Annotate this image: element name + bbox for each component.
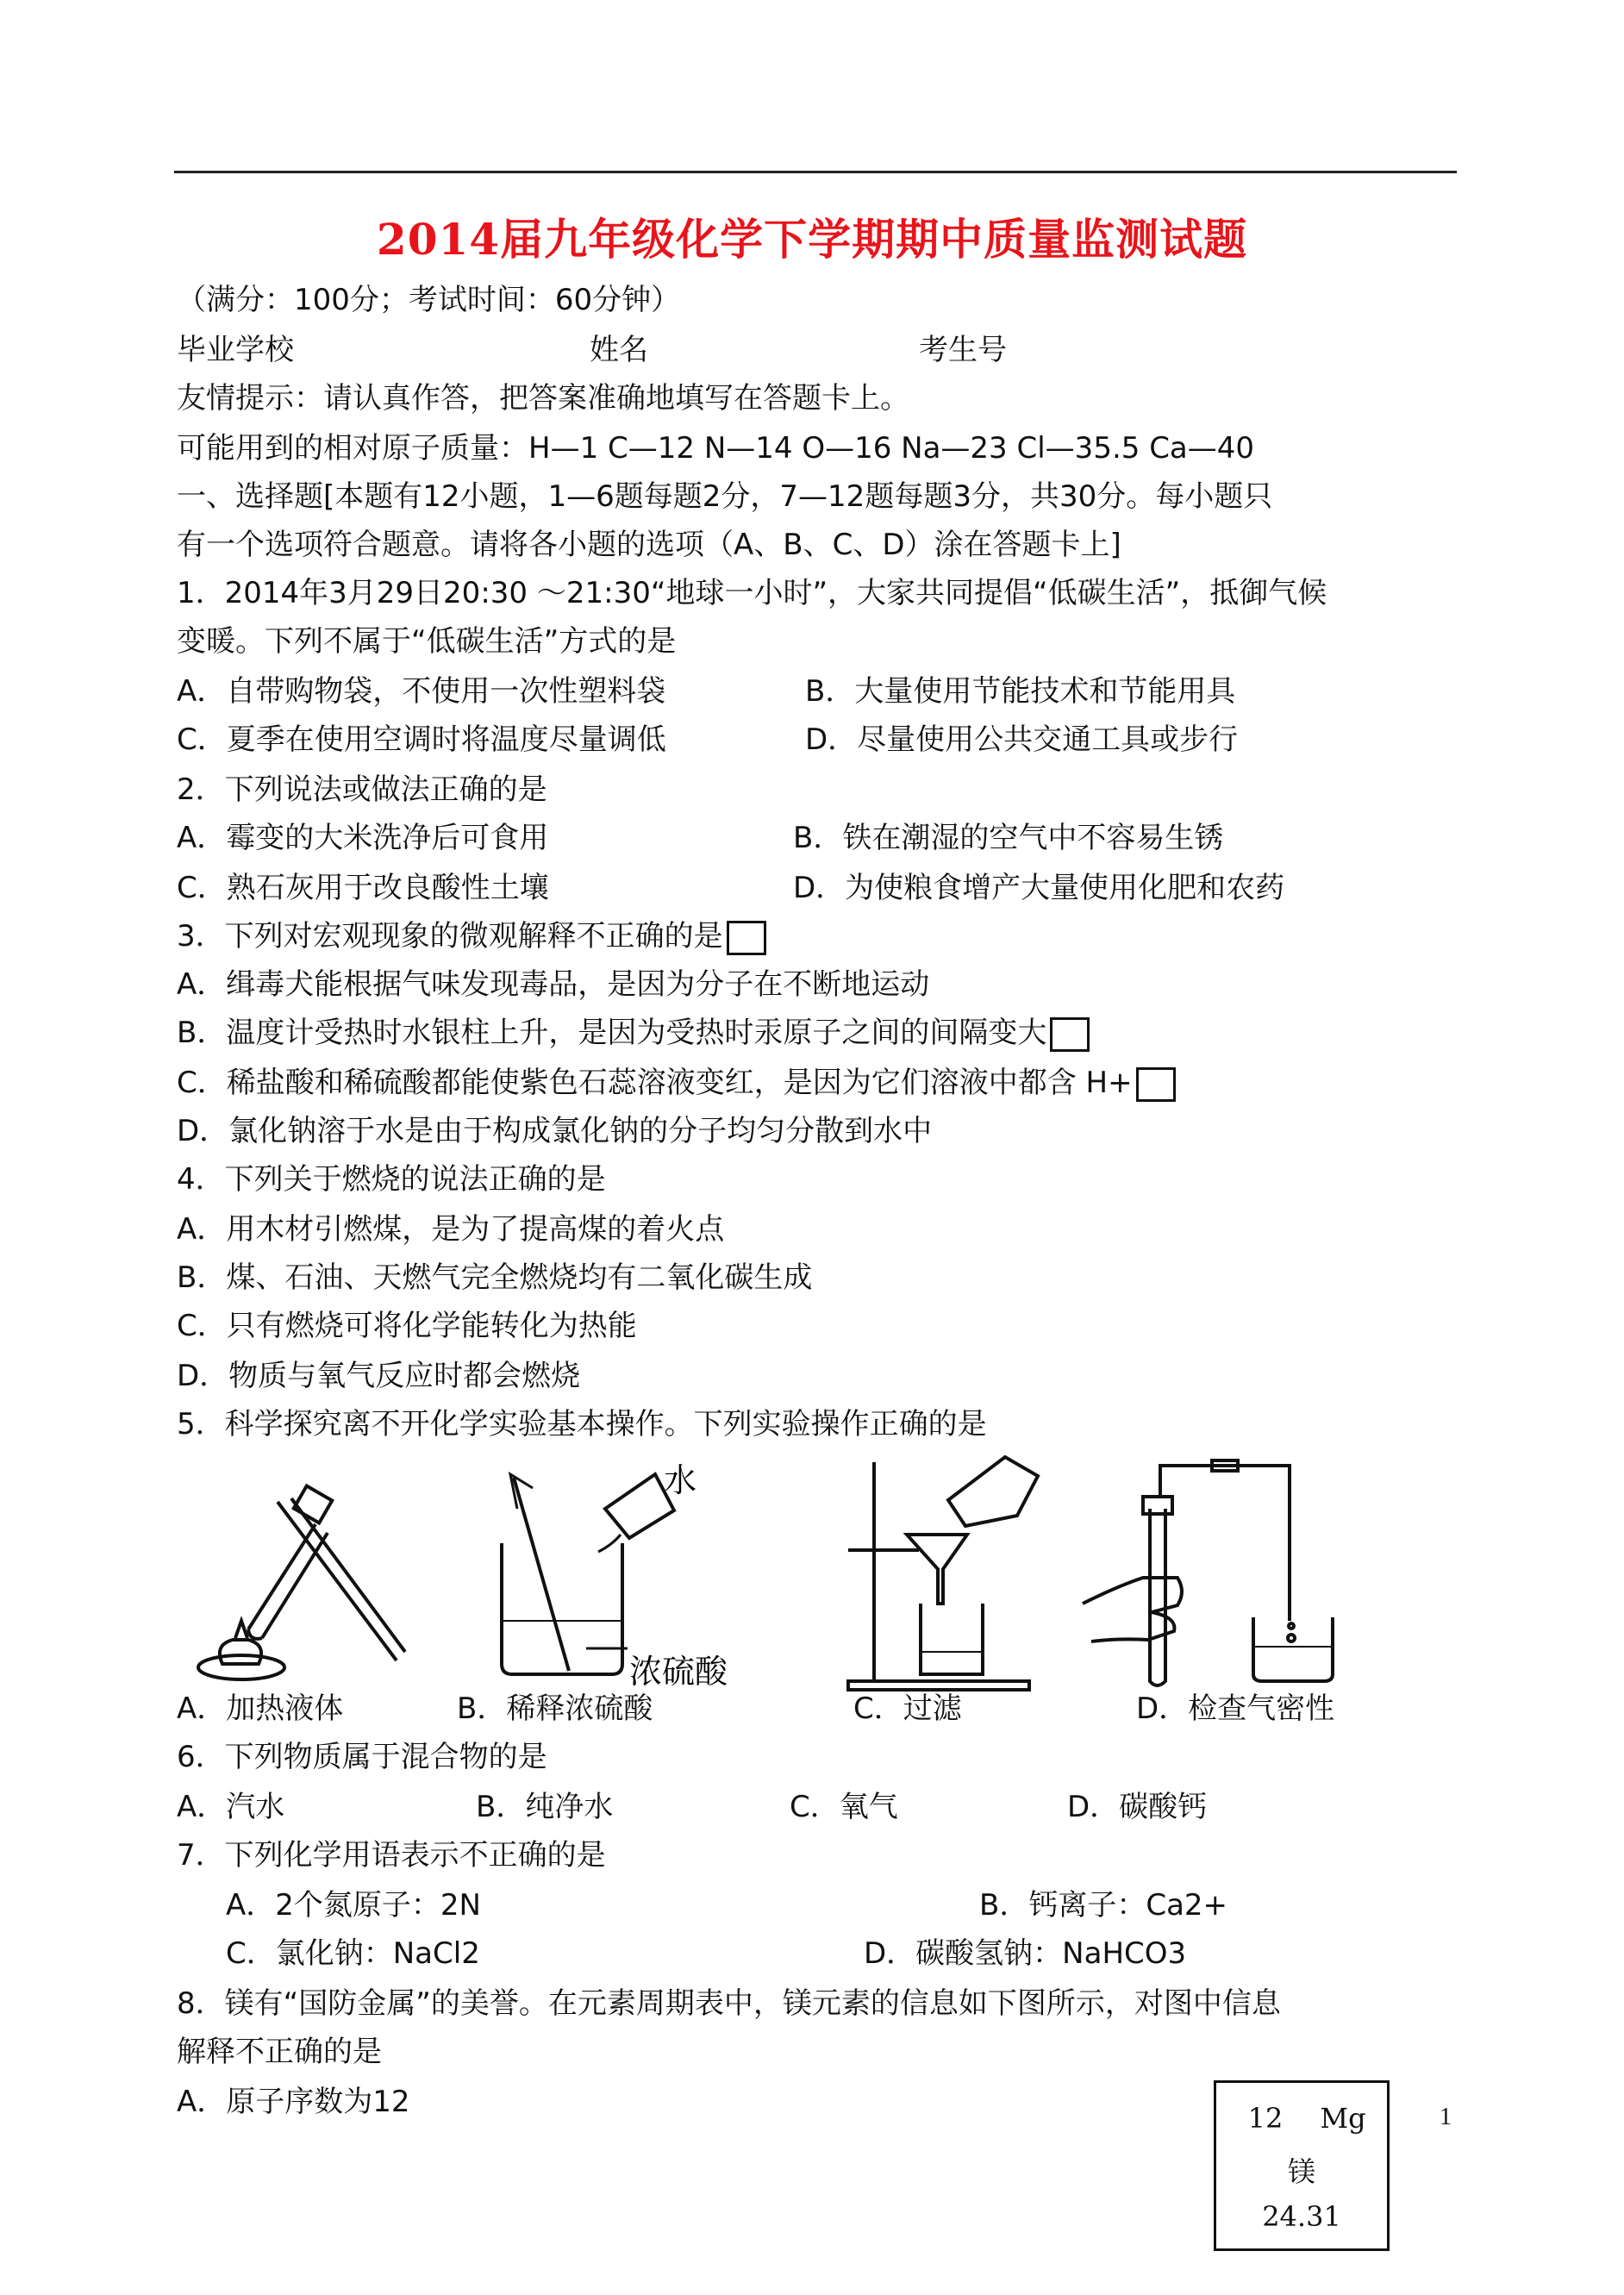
school-label: 毕业学校	[177, 333, 294, 367]
q3-option-d: D．氯化钠溶于水是由于构成氯化钠的分子均匀分散到水中	[177, 1114, 933, 1148]
q3-line-b	[177, 1014, 1090, 1052]
answer-box	[1050, 1017, 1090, 1052]
q3-line	[177, 917, 766, 955]
section-heading: 一、选择题[本题有12小题，1—6题每题2分，7—12题每题3分，共30分。每小题只	[177, 479, 1273, 514]
q6-option-d: D．碳酸钙	[1067, 1790, 1208, 1824]
q6-stem: 6．下列物质属于混合物的是	[177, 1740, 547, 1774]
q1-option-b: B．大量使用节能技术和节能用具	[805, 674, 1236, 709]
q3-stem: 3．下列对宏观现象的微观解释不正确的是	[177, 919, 723, 954]
q7-option-a: A．2个氮原子：2N	[226, 1888, 481, 1923]
q5-option-c: C．过滤	[853, 1692, 962, 1726]
airtightness-figure	[1065, 1448, 1359, 1698]
q1-stem-cont: 变暖。下列不属于“低碳生活”方式的是	[177, 624, 677, 659]
dilute-acid-figure	[483, 1448, 767, 1698]
q4-option-b: B．煤、石油、天燃气完全燃烧均有二氧化碳生成	[177, 1260, 813, 1295]
element-symbol: Mg	[1320, 2102, 1366, 2135]
q8-stem: 8．镁有“国防金属”的美誉。在元素周期表中，镁元素的信息如下图所示，对图中信息	[177, 1986, 1281, 2021]
q3-line-c	[177, 1064, 1176, 1102]
name-label: 姓名	[590, 333, 648, 367]
atomic-mass: 24.31	[1262, 2200, 1341, 2233]
q2-stem: 2．下列说法或做法正确的是	[177, 772, 547, 807]
section-heading-cont: 有一个选项符合题意。请将各小题的选项（A、B、C、D）涂在答题卡上]	[177, 528, 1121, 562]
q4-option-c: C．只有燃烧可将化学能转化为热能	[177, 1309, 637, 1343]
filtration-figure	[836, 1448, 1069, 1698]
answer-box	[1136, 1067, 1176, 1102]
q6-option-c: C．氧气	[790, 1790, 898, 1824]
answer-box	[727, 921, 766, 955]
acid-label: 浓硫酸	[629, 1653, 728, 1691]
q7-option-c: C．氯化钠：NaCl2	[226, 1936, 480, 1971]
q6-option-b: B．纯净水	[476, 1790, 614, 1824]
q4-option-d: D．物质与氧气反应时都会燃烧	[177, 1359, 581, 1393]
friendly-tip: 友情提示：请认真作答，把答案准确地填写在答题卡上。	[177, 381, 909, 416]
q1-option-d: D．尽量使用公共交通工具或步行	[805, 722, 1239, 757]
q2-option-c: C．熟石灰用于改良酸性土壤	[177, 871, 549, 905]
atomic-number: 12	[1247, 2102, 1284, 2135]
q2-option-b: B．铁在潮湿的空气中不容易生锈	[793, 821, 1224, 855]
q5-option-a: A．加热液体	[177, 1692, 344, 1726]
q2-option-a: A．霉变的大米洗净后可食用	[177, 821, 549, 855]
page-number: 1	[1440, 2104, 1452, 2130]
q5-option-b: B．稀释浓硫酸	[457, 1692, 653, 1726]
q3-option-a: A．缉毒犬能根据气味发现毒品，是因为分子在不断地运动	[177, 967, 930, 1002]
exam-title: 2014届九年级化学下学期期中质量监测试题	[376, 214, 1248, 265]
q1-option-c: C．夏季在使用空调时将温度尽量调低	[177, 722, 666, 757]
atomic-masses: 可能用到的相对原子质量：H—1 C—12 N—14 O—16 Na—23 Cl—35.5 Ca—40	[177, 431, 1255, 466]
q8-stem-cont: 解释不正确的是	[177, 2035, 382, 2069]
q7-option-b: B．钙离子：Ca2+	[979, 1888, 1228, 1923]
q4-stem: 4．下列关于燃烧的说法正确的是	[177, 1162, 606, 1197]
q1-stem: 1．2014年3月29日20:30 ～21:30“地球一小时”，大家共同提倡“低碳生活”，抵御气候	[177, 576, 1327, 610]
magnesium-element-card	[1214, 2080, 1390, 2251]
element-name: 镁	[1287, 2155, 1315, 2188]
q5-stem: 5．科学探究离不开化学实验基本操作。下列实验操作正确的是	[177, 1407, 987, 1441]
q4-option-a: A．用木材引燃煤，是为了提高煤的着火点	[177, 1212, 725, 1247]
water-label: 水	[664, 1461, 697, 1499]
q3-option-b: B．温度计受热时水银柱上升，是因为受热时汞原子之间的间隔变大	[177, 1016, 1047, 1050]
exam-number-label: 考生号	[919, 333, 1007, 367]
q6-option-a: A．汽水	[177, 1790, 285, 1824]
q3-option-c: C．稀盐酸和稀硫酸都能使紫色石蕊溶液变红，是因为它们溶液中都含 H+	[177, 1066, 1133, 1100]
heating-liquid-figure	[188, 1448, 412, 1698]
q1-option-a: A．自带购物袋，不使用一次性塑料袋	[177, 674, 666, 709]
q7-stem: 7．下列化学用语表示不正确的是	[177, 1838, 606, 1873]
q7-option-d: D．碳酸氢钠：NaHCO3	[864, 1936, 1187, 1971]
q2-option-d: D．为使粮食增产大量使用化肥和农药	[793, 871, 1285, 905]
top-rule	[174, 171, 1457, 173]
q8-option-a: A．原子序数为12	[177, 2085, 410, 2119]
exam-meta: （满分：100分；考试时间：60分钟）	[177, 283, 681, 317]
q5-option-d: D．检查气密性	[1136, 1692, 1335, 1726]
